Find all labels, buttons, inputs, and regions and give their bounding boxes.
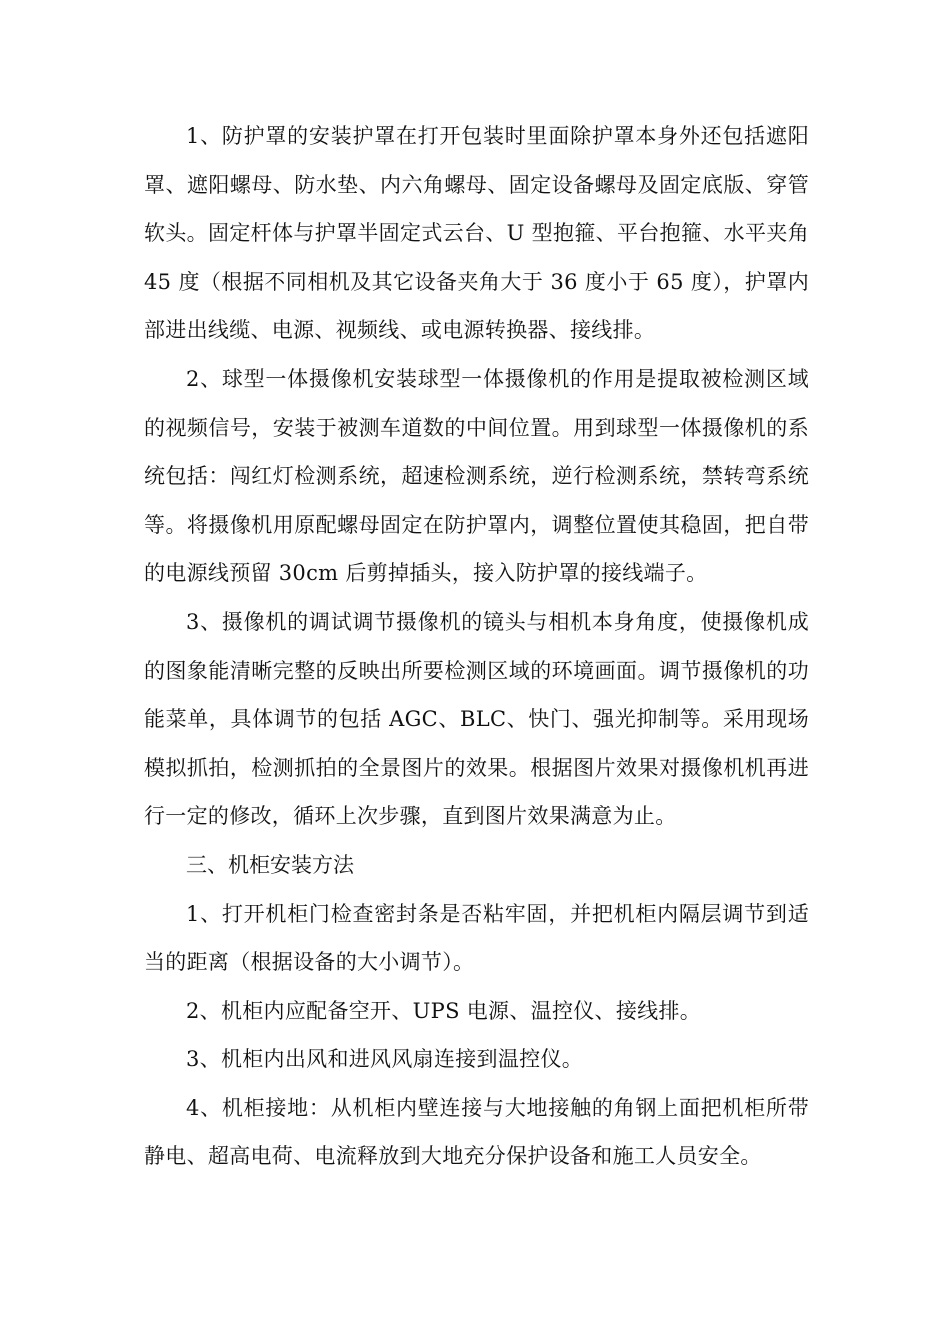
paragraph-cabinet-grounding: 4、机柜接地：从机柜内壁连接与大地接触的角钢上面把机柜所带静电、超高电荷、电流释放到大地充分保护设备和施工人员安全。 [144, 1095, 809, 1169]
section-heading-cabinet-install: 三、机柜安装方法 [186, 852, 354, 877]
document-body [144, 112, 809, 1181]
paragraph-cabinet-fans: 3、机柜内出风和进风风扇连接到温控仪。 [186, 1047, 584, 1072]
paragraph-camera-housing-install: 1、防护罩的安装护罩在打开包装时里面除护罩本身外还包括遮阳罩、遮阳螺母、防水垫、内六角螺母、固定设备螺母及固定底版、穿管软头。固定杆体与护罩半固定式云台、U 型抱箍、平台抱箍、水平夹角 45 度（根据不同相机及其它设备夹角大于 36 度小于 65 度），护罩内部进出线缆、电源、视频线、或电源转换器、接线排。 [144, 124, 809, 343]
paragraph-dome-camera-install: 2、球型一体摄像机安装球型一体摄像机的作用是提取被检测区域的视频信号，安装于被测车道数的中间位置。用到球型一体摄像机的系统包括：闯红灯检测系统，超速检测系统，逆行检测系统，禁转弯系统等。将摄像机用原配螺母固定在防护罩内，调整位置使其稳固，把自带的电源线预留 30cm 后剪掉插头，接入防护罩的接线端子。 [144, 366, 809, 586]
paragraph-cabinet-door-check: 1、打开机柜门检查密封条是否粘牢固，并把机柜内隔层调节到适当的距离（根据设备的大小调节）。 [144, 901, 809, 975]
paragraph-cabinet-equipment: 2、机柜内应配备空开、UPS 电源、温控仪、接线排。 [186, 998, 702, 1023]
paragraph-camera-tuning: 3、摄像机的调试调节摄像机的镜头与相机本身角度，使摄像机成的图象能清晰完整的反映出所要检测区域的环境画面。调节摄像机的功能菜单，具体调节的包括 AGC、BLC、快门、强光抑制等。采用现场模拟抓拍，检测抓拍的全景图片的效果。根据图片效果对摄像机机再进行一定的修改，循环上次步骤，直到图片效果满意为止。 [144, 609, 809, 829]
